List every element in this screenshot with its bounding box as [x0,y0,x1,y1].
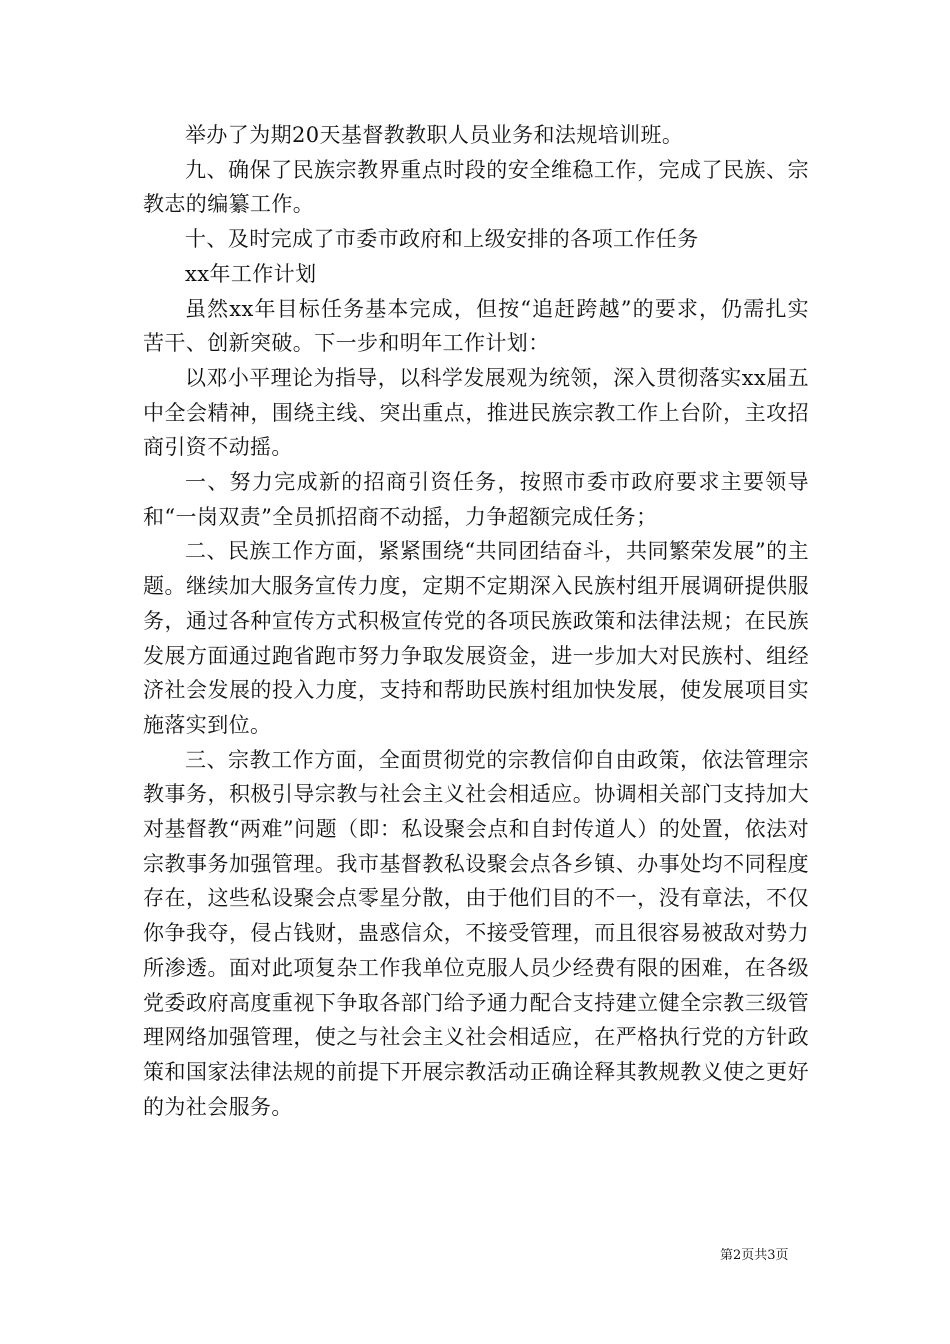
paragraph-guiding-thought: 以邓小平理论为指导，以科学发展观为统领，深入贯彻落实xx届五中全会精神，围绕主线、突出重点，推进民族宗教工作上台阶，主攻招商引资不动摇。 [143,365,809,460]
paragraph-plan-three: 三、宗教工作方面，全面贯彻党的宗教信仰自由政策，依法管理宗教事务，积极引导宗教与社会主义社会相适应。协调相关部门支持加大对基督教“两难”问题（即：私设聚会点和自封传道人）的处置，依法对宗教事务加强管理。我市基督教私设聚会点各乡镇、办事处均不同程度存在，这些私设聚会点零星分散，由于他们目的不一，没有章法，不仅你争我夺，侵占钱财，蛊惑信众，不接受管理，而且很容易被敌对势力所渗透。面对此项复杂工作我单位克服人员少经费有限的困难，在各级党委政府高度重视下争取各部门给予通力配合支持建立健全宗教三级管理网络加强管理，使之与社会主义社会相适应，在严格执行党的方针政策和国家法律法规的前提下开展宗教活动正确诠释其教规教义使之更好的为社会服务。 [143,747,809,1119]
paragraph-continuation: 举办了为期20天基督教教职人员业务和法规培训班。 [185,123,684,147]
paragraph-item-nine: 九、确保了民族宗教界重点时段的安全维稳工作，完成了民族、宗教志的编纂工作。 [143,157,809,217]
page-number-footer: 第2页共3页 [720,1248,789,1263]
section-heading-work-plan: xx年工作计划 [185,261,317,286]
paragraph-plan-two: 二、民族工作方面，紧紧围绕“共同团结奋斗，共同繁荣发展”的主题。继续加大服务宣传力度，定期不定期深入民族村组开展调研提供服务，通过各种宣传方式积极宣传党的各项民族政策和法律法规；在民族发展方面通过跑省跑市努力争取发展资金，进一步加大对民族村、组经济社会发展的投入力度，支持和帮助民族村组加快发展，使发展项目实施落实到位。 [143,539,809,737]
paragraph-item-ten: 十、及时完成了市委市政府和上级安排的各项工作任务 [185,227,699,252]
paragraph-plan-one: 一、努力完成新的招商引资任务，按照市委市政府要求主要领导和“一岗双责”全员抓招商不动摇，力争超额完成任务； [143,470,809,529]
paragraph-plan-intro: 虽然xx年目标任务基本完成，但按“追赶跨越”的要求，仍需扎实苦干、创新突破。下一步和明年工作计划： [143,296,809,356]
document-body [143,118,809,1124]
